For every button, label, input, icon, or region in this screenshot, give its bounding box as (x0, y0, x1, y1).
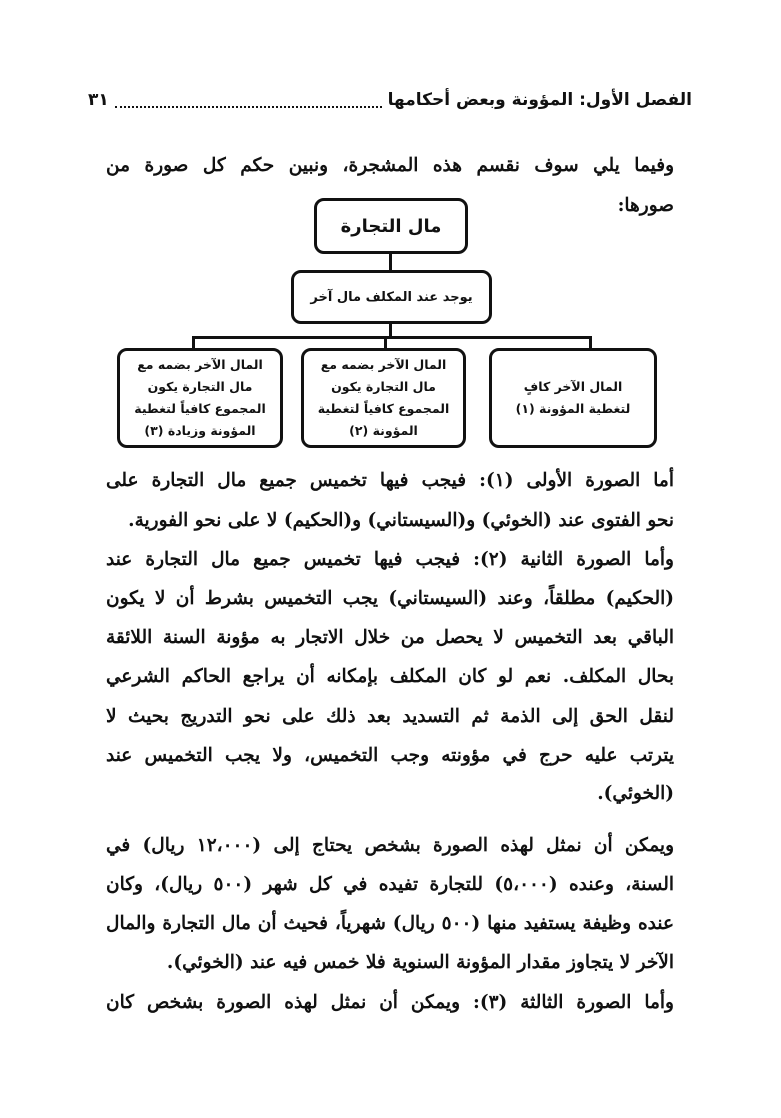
intro-line: وفيما يلي سوف نقسم هذه المشجرة، ونبين حكم كل صورة من (106, 155, 674, 176)
body-line: أما الصورة الأولى (١): فيجب فيها تخميس جميع مال التجارة على (106, 470, 674, 491)
connector-line (389, 252, 392, 272)
diagram-level2-node: يوجد عند المكلف مال آخر (291, 270, 492, 324)
body-line: الآخر لا يتجاوز مقدار المؤونة السنوية فلا خمس فيه عند (الخوئي). (166, 952, 674, 973)
header-leader-dots (115, 92, 382, 108)
body-line: (الحكيم) مطلقاً، وعند (السيستاني) يجب التخميس بشرط أن لا يكون (106, 588, 674, 609)
header-title: الفصل الأول: المؤونة وبعض أحكامها (387, 90, 692, 110)
diagram-leaf-node-2: المال الآخر بضمه مع مال التجارة يكون المجموع كافياً لتغطية المؤونة (٢) (301, 348, 466, 448)
page-number: ٣١ (88, 90, 109, 110)
body-line: الباقي بعد التخميس لا يحصل من خلال الاتجار به مؤونة السنة اللائقة (106, 627, 674, 648)
body-line: عنده وظيفة يستفيد منها (٥٠٠ ريال) شهرياً، فحيث أن مال التجارة والمال (106, 913, 674, 934)
diagram-root-node: مال التجارة (314, 198, 468, 254)
diagram-leaf-node-3: المال الآخر بضمه مع مال التجارة يكون المجموع كافياً لتغطية المؤونة وزيادة (٣) (117, 348, 283, 448)
body-line: ويمكن أن نمثل لهذه الصورة بشخص يحتاج إلى (١٢،٠٠٠ ريال) في (106, 835, 675, 856)
body-line: لنقل الحق إلى الذمة ثم التسديد بعد ذلك على نحو التدريج بحيث لا (106, 706, 674, 727)
body-line: وأما الصورة الثالثة (٣): ويمكن أن نمثل لهذه الصورة بشخص كان (106, 992, 674, 1013)
intro-line: صورها: (617, 195, 674, 216)
connector-line (192, 336, 592, 339)
body-line: (الخوئي). (597, 783, 674, 804)
body-line: بحال المكلف. نعم لو كان المكلف بإمكانه أن يراجع الحاكم الشرعي (106, 666, 674, 687)
body-line: يترتب عليه حرج في مؤونته وجب التخميس، ولا يجب التخميس عند (106, 745, 674, 766)
diagram-leaf-node-1: المال الآخر كافٍ لتغطية المؤونة (١) (489, 348, 657, 448)
body-line: وأما الصورة الثانية (٢): فيجب فيها تخميس جميع مال التجارة عند (106, 549, 674, 570)
running-header (88, 86, 692, 114)
body-line: السنة، وعنده (٥،٠٠٠) للتجارة تفيده في كل شهر (٥٠٠ ريال)، وكان (106, 874, 674, 895)
body-line: نحو الفتوى عند (الخوئي) و(السيستاني) و(الحكيم) لا على نحو الفورية. (128, 510, 674, 531)
